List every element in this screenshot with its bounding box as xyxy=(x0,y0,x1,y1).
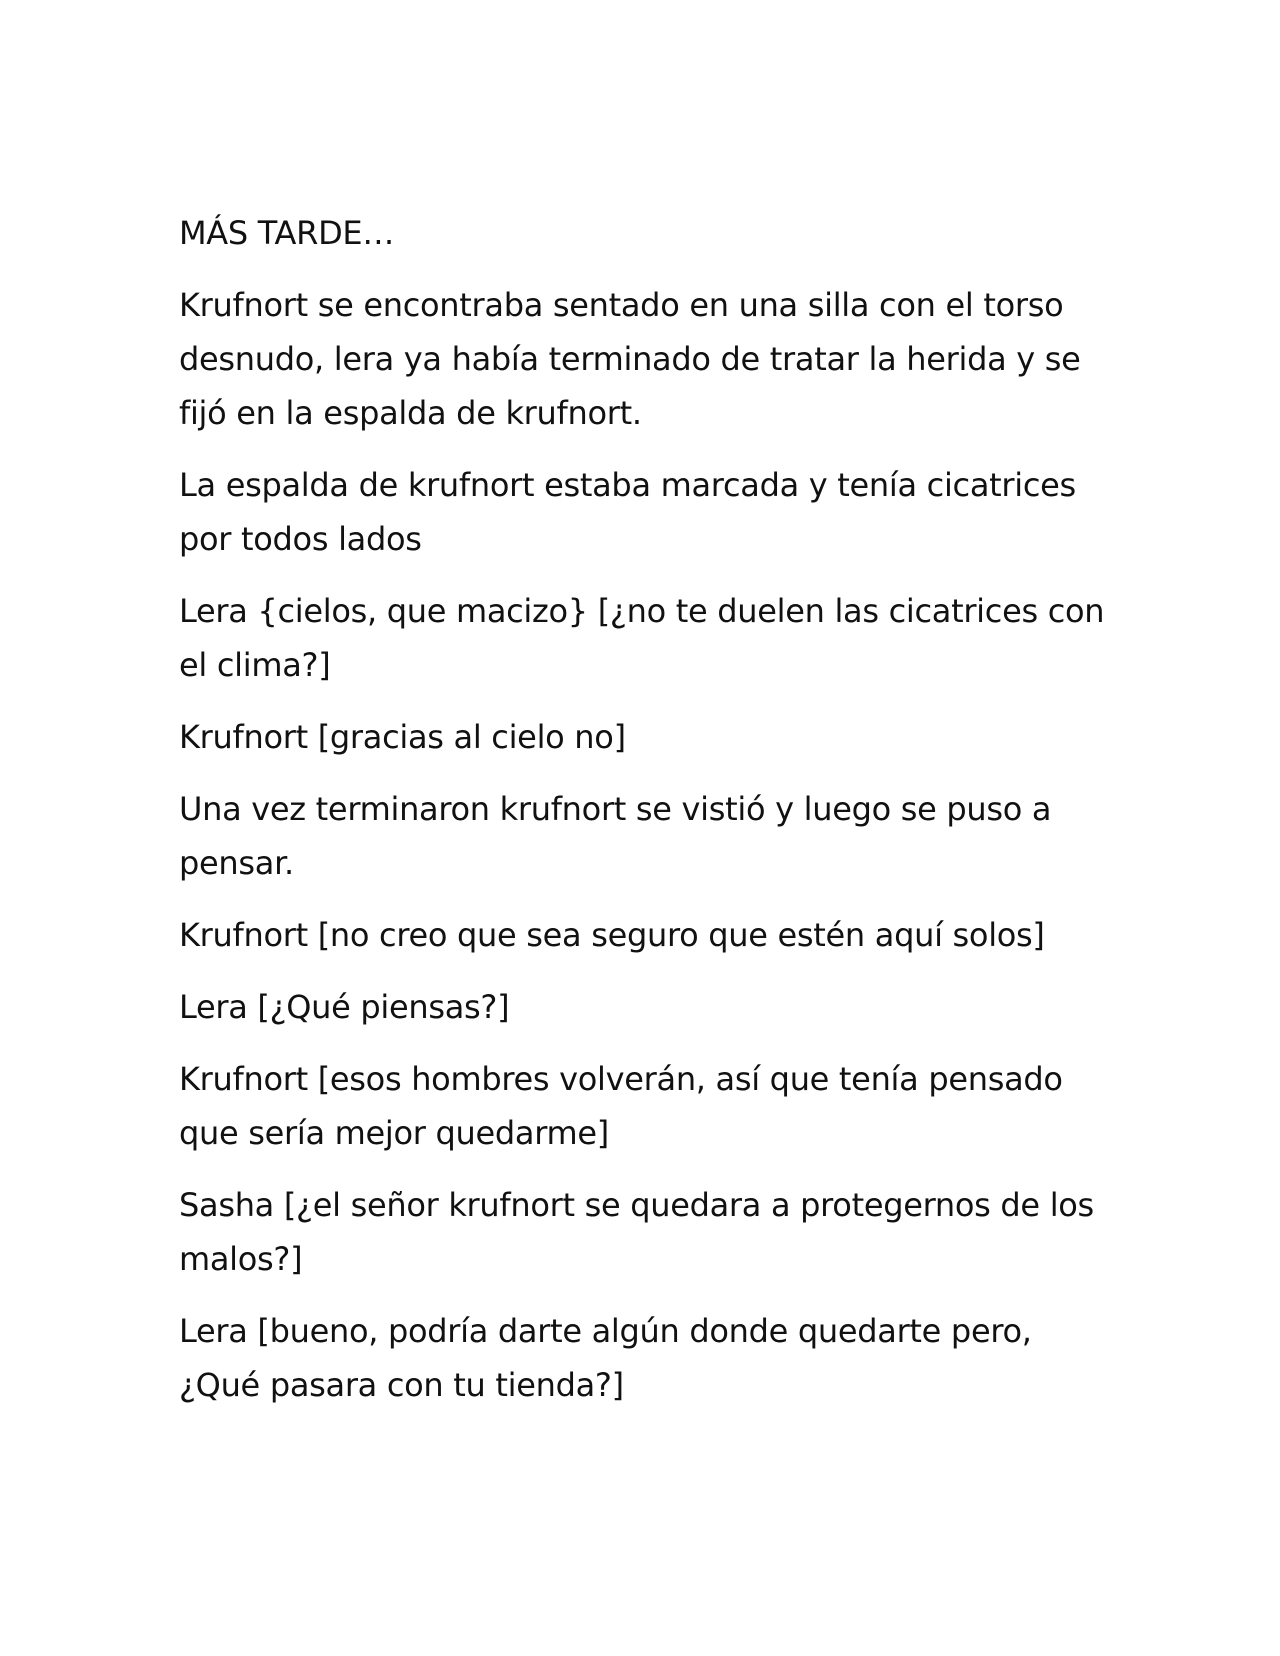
paragraph-1: Krufnort se encontraba sentado en una silla con el torso desnudo, lera ya había terminado de tratar la herida y se fijó en la espalda de krufnort. xyxy=(179,286,1081,432)
paragraph-7: Lera [¿Qué piensas?] xyxy=(179,988,510,1026)
paragraph-4: Krufnort [gracias al cielo no] xyxy=(179,718,626,756)
paragraph-3: Lera {cielos, que macizo} [¿no te duelen las cicatrices con el clima?] xyxy=(179,592,1105,684)
section-heading: MÁS TARDE… xyxy=(179,214,395,252)
paragraph-9: Sasha [¿el señor krufnort se quedara a protegernos de los malos?] xyxy=(179,1186,1094,1278)
paragraph-5: Una vez terminaron krufnort se vistió y luego se puso a pensar. xyxy=(179,790,1052,882)
paragraph-2: La espalda de krufnort estaba marcada y tenía cicatrices por todos lados xyxy=(179,466,1076,558)
paragraph-8: Krufnort [esos hombres volverán, así que tenía pensado que sería mejor quedarme] xyxy=(179,1060,1063,1152)
paragraph-10: Lera [bueno, podría darte algún donde quedarte pero, ¿Qué pasara con tu tienda?] xyxy=(179,1312,1032,1404)
paragraph-6: Krufnort [no creo que sea seguro que estén aquí solos] xyxy=(179,916,1045,954)
document-page xyxy=(179,206,1119,1430)
